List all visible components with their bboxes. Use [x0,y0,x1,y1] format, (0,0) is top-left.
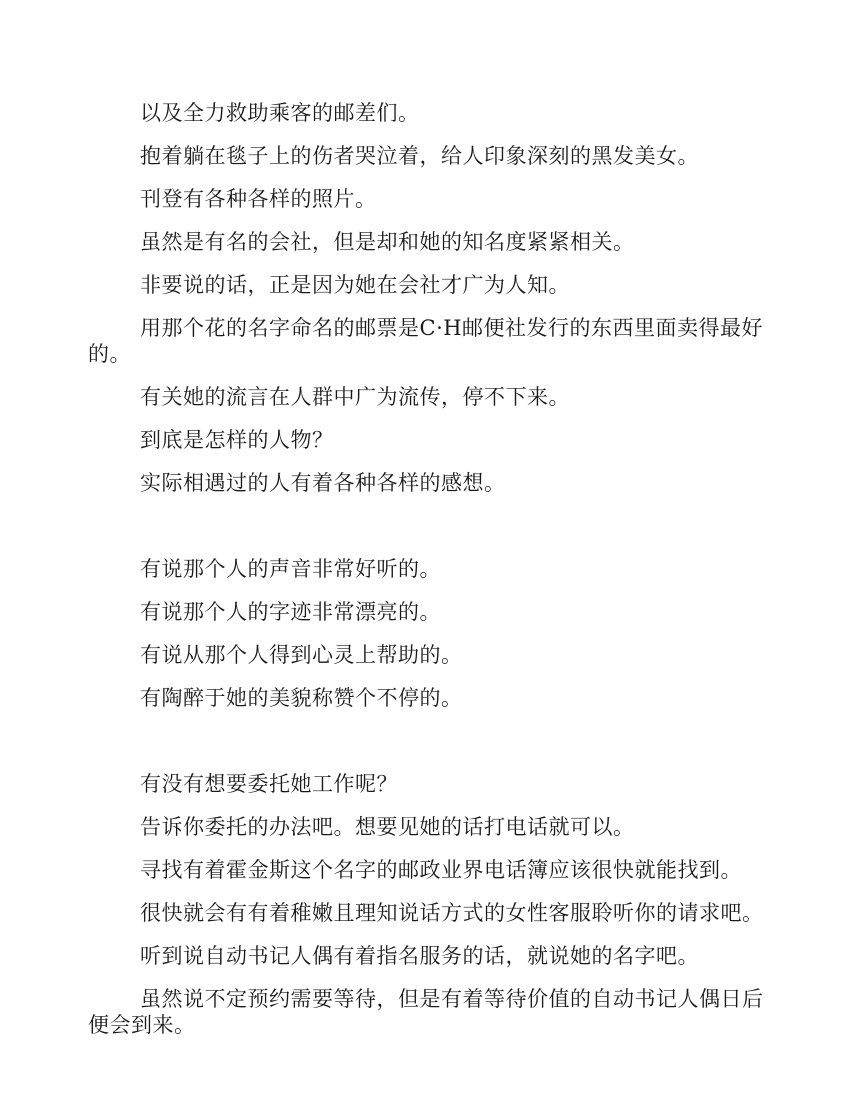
paragraph: 有关她的流言在人群中广为流传，停不下来。 [140,385,570,409]
paragraph: 有没有想要委托她工作呢？ [140,772,398,796]
paragraph: 很快就会有有着稚嫩且理知说话方式的女性客服聆听你的请求吧。 [140,901,764,925]
paragraph: 抱着躺在毯子上的伤者哭泣着，给人印象深刻的黑发美女。 [140,144,699,168]
paragraph: 告诉你委托的办法吧。想要见她的话打电话就可以。 [140,815,635,839]
paragraph: 有陶醉于她的美貌称赞个不停的。 [140,686,463,710]
paragraph: 用那个花的名字命名的邮票是C·H邮便社发行的东西里面卖得最好的。 [88,316,764,366]
paragraph: 非要说的话，正是因为她在会社才广为人知。 [140,273,570,297]
paragraph: 刊登有各种各样的照片。 [140,187,377,211]
paragraph: 有说那个人的声音非常好听的。 [140,557,441,581]
paragraph: 虽然是有名的会社，但是却和她的知名度紧紧相关。 [140,230,635,254]
paragraph: 有说从那个人得到心灵上帮助的。 [140,643,463,667]
paragraph: 实际相遇过的人有着各种各样的感想。 [140,471,506,495]
paragraph: 虽然说不定预约需要等待，但是有着等待价值的自动书记人偶日后便会到来。 [88,987,764,1037]
text-content [88,100,764,1055]
paragraph: 寻找有着霍金斯这个名字的邮政业界电话簿应该很快就能找到。 [140,858,742,882]
paragraph-blank [88,513,764,539]
paragraph-blank [88,728,764,754]
paragraph: 以及全力救助乘客的邮差们。 [140,101,420,125]
paragraph: 到底是怎样的人物？ [140,428,334,452]
paragraph: 听到说自动书记人偶有着指名服务的话，就说她的名字吧。 [140,944,699,968]
paragraph: 有说那个人的字迹非常漂亮的。 [140,600,441,624]
